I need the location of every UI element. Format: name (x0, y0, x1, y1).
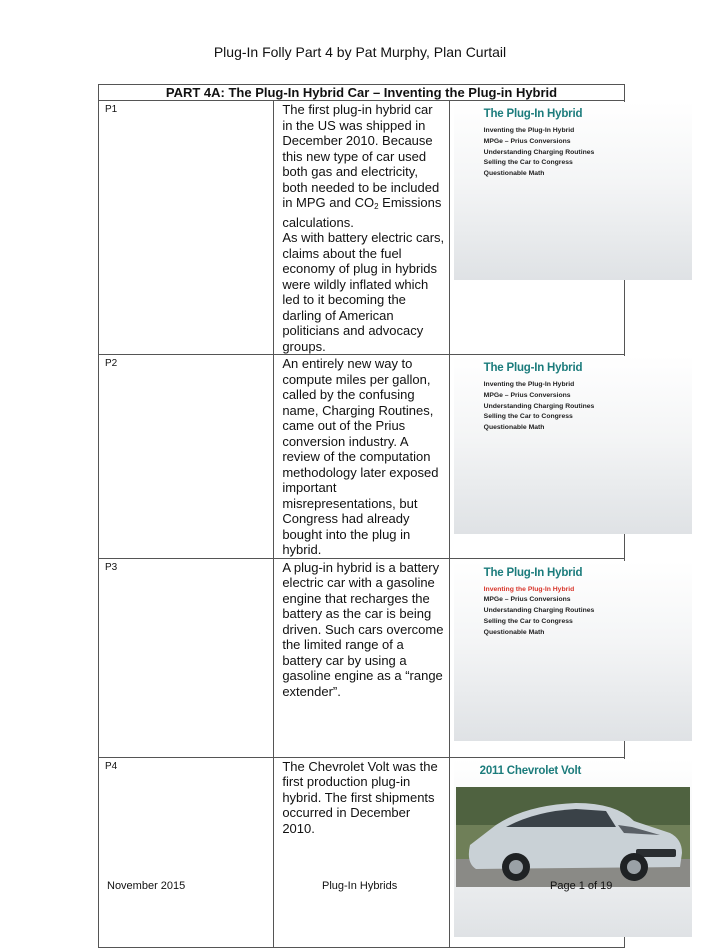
table-row (99, 558, 625, 757)
slide-cell (449, 558, 624, 757)
slide-item: MPGe – Prius Conversions (483, 137, 571, 145)
slide-thumbnail (454, 102, 692, 280)
table-row (99, 101, 625, 355)
slide-item: MPGe – Prius Conversions (483, 391, 571, 399)
row-number: P2 (99, 355, 274, 559)
slide-item: Inventing the Plug-In Hybrid (483, 127, 575, 134)
row-text (274, 101, 449, 355)
row-text: The Chevrolet Volt was the first production plug-in hybrid. The first shipments occurred in December 2010. (274, 757, 449, 947)
slide-item: Selling the Car to Congress (483, 617, 573, 625)
row-number: P3 (99, 558, 274, 757)
slide-item: Selling the Car to Congress (483, 159, 573, 167)
table-row (99, 757, 625, 947)
table-title: PART 4A: The Plug-In Hybrid Car – Inventing the Plug-in Hybrid (99, 85, 625, 101)
page-header: Plug-In Folly Part 4 by Pat Murphy, Plan Curtail (213, 44, 507, 60)
row-text: A plug-in hybrid is a battery electric car with a gasoline engine that recharges the battery as the car is being driven. Such cars overcome the limited range of a battery car by using a gasoline engine as a “range extender”. (274, 558, 449, 757)
car-photo (456, 787, 690, 887)
slide-item: Understanding Charging Routines (483, 607, 595, 615)
table-title-row (99, 85, 625, 101)
slide-item: Questionable Math (483, 628, 545, 636)
slide-item: Selling the Car to Congress (483, 413, 573, 421)
slide-cell (449, 355, 624, 559)
slide-item: Inventing the Plug-In Hybrid (483, 381, 575, 388)
row-number: P1 (99, 101, 274, 355)
footer-title: Plug-In Hybrids (322, 880, 398, 892)
slide-item: MPGe – Prius Conversions (483, 596, 571, 604)
slide-title: The Plug-In Hybrid (483, 362, 583, 374)
slide-cell (449, 757, 624, 947)
slide-thumbnail (454, 759, 692, 937)
slides-table (98, 84, 625, 948)
slide-item: Questionable Math (483, 424, 545, 432)
footer-page-number: Page 1 of 19 (550, 880, 613, 892)
row-text-part: Emissions calculations. (282, 195, 442, 230)
slide-thumbnail (454, 356, 692, 534)
row-text: An entirely new way to compute miles per gallon, called by the confusing name, Charging Routines, came out of the Prius conversion industry. A review of the computation methodology later exposed important misrepresentations, but Congress had already bought into the plug in hybrid. (274, 355, 449, 559)
slide-item: Understanding Charging Routines (483, 148, 595, 156)
row-text-paragraph: As with battery electric cars, claims about the fuel economy of plug in hybrids were wildly inflated which led to it becoming the darling of American politicians and advocacy groups. (282, 230, 445, 354)
slide-item: Understanding Charging Routines (483, 402, 595, 410)
row-text-part: The first plug-in hybrid car in the US was shipped in December 2010. Because this new type of car used both gas and electricity, both needed to be included in MPG and CO (282, 102, 440, 210)
slide-title: 2011 Chevrolet Volt (479, 764, 582, 777)
subscript: 2 (374, 202, 379, 211)
slide-thumbnail (454, 561, 692, 741)
table-row (99, 355, 625, 559)
footer-date: November 2015 (107, 880, 186, 892)
slide-cell (449, 101, 624, 355)
row-number: P4 (99, 757, 274, 947)
slide-title: The Plug-In Hybrid (483, 566, 583, 579)
slide-item: Questionable Math (483, 170, 545, 178)
slide-item-highlighted: Inventing the Plug-In Hybrid (483, 585, 575, 593)
slide-title: The Plug-In Hybrid (483, 108, 583, 120)
